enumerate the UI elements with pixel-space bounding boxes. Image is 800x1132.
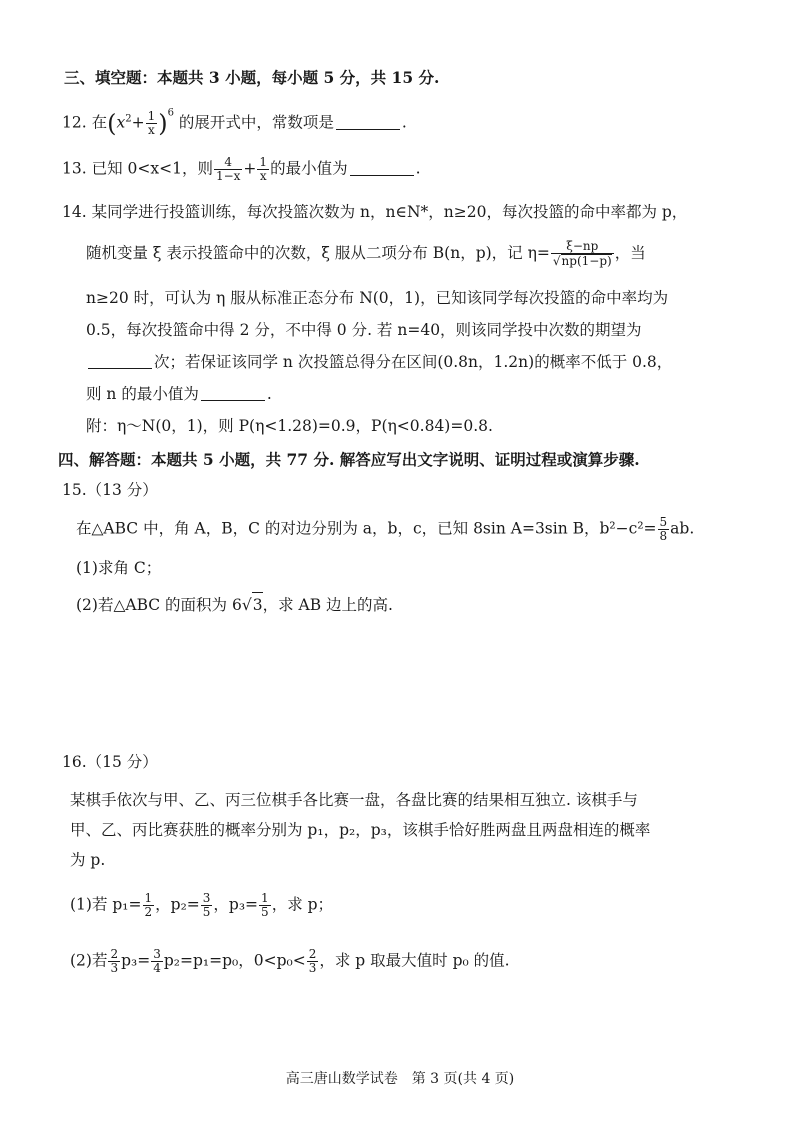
q12-plus: + bbox=[131, 113, 145, 132]
q15-part-2: (2)若△ABC 的面积为 6√3，求 AB 边上的高. bbox=[76, 592, 393, 617]
question-12: 12. 在($x^2+$ $\frac{1}{x}$ )$^6$ 的展开式中，常数项是 . bbox=[62, 107, 407, 138]
q16-part2-b: p₃= bbox=[121, 951, 151, 970]
q13-fraction-1 bbox=[214, 156, 242, 183]
q13-frac1-num: 4 bbox=[214, 156, 242, 170]
q13-prefix: 13. 已知 0<x<1，则 bbox=[62, 159, 213, 178]
q14-answer-blank-2[interactable] bbox=[201, 386, 265, 401]
q12-outer-exp: 6 bbox=[167, 107, 174, 119]
q14-eta-den: √np(1−p) bbox=[552, 254, 612, 268]
q12-frac-num: 1 bbox=[147, 109, 156, 123]
q12-exp2: 2 bbox=[125, 113, 132, 125]
q14-line-1: 14. 某同学进行投篮训练，每次投篮次数为 n，n∈N*，n≥20，每次投篮的命中率都为 p， bbox=[62, 203, 688, 221]
q12-base: x bbox=[116, 113, 126, 132]
q16-p3-fraction bbox=[259, 892, 271, 919]
q16-p1-den: 2 bbox=[144, 905, 153, 919]
q13-frac2-den: x bbox=[259, 169, 267, 183]
q13-plus: + bbox=[243, 159, 257, 178]
q16-stem-1: 某棋手依次与甲、乙、丙三位棋手各比赛一盘，各盘比赛的结果相互独立. 该棋手与 bbox=[70, 791, 638, 809]
q16-p2-num: 3 bbox=[202, 891, 211, 905]
q14-eta-fraction bbox=[551, 240, 614, 268]
q15-title: 15.（13 分） bbox=[62, 481, 158, 499]
section3-heading: 三、填空题：本题共 3 小题，每小题 5 分，共 15 分. bbox=[64, 68, 440, 87]
q14-line6-a: 则 n 的最小值为 bbox=[86, 385, 199, 403]
q13-frac2-num: 1 bbox=[259, 155, 268, 169]
q13-suffix: 的最小值为 bbox=[270, 159, 348, 178]
q16-part-1 bbox=[70, 892, 333, 919]
q14-line-3: n≥20 时，可认为 η 服从标准正态分布 N(0，1)，已知该同学每次投篮的命中率均为 bbox=[86, 289, 669, 307]
q14-eta-den-radicand: np(1−p) bbox=[561, 254, 612, 268]
q16-c3-num: 2 bbox=[308, 947, 317, 961]
q16-part2-d: ，求 p 取最大值时 p₀ 的值. bbox=[319, 951, 510, 970]
q15-part2-a: (2)若△ABC 的面积为 6 bbox=[76, 596, 242, 614]
q16-c2-num: 3 bbox=[153, 947, 161, 961]
q15-part-1: (1)求角 C； bbox=[76, 559, 162, 577]
question-13 bbox=[62, 156, 421, 183]
q14-answer-blank-1[interactable] bbox=[88, 354, 152, 369]
section4-heading: 四、解答题：本题共 5 小题，共 77 分. 解答应写出文字说明、证明过程或演算步骤. bbox=[58, 450, 640, 469]
q14-note: 附：η～N(0，1)，则 P(η<1.28)=0.9，P(η<0.84)=0.8. bbox=[86, 417, 493, 435]
q16-part1-d: ，求 p； bbox=[271, 895, 334, 914]
q14-line-6 bbox=[86, 382, 272, 406]
q16-p2-fraction bbox=[201, 892, 213, 919]
q13-answer-blank[interactable] bbox=[350, 161, 414, 176]
q16-p3-den: 5 bbox=[261, 905, 269, 919]
q13-frac1-den: 1−x bbox=[215, 169, 241, 183]
page-footer: 高三唐山数学试卷 第 3 页(共 4 页) bbox=[285, 1071, 515, 1087]
q16-part2-a: (2)若 bbox=[70, 951, 108, 970]
q14-line-5 bbox=[86, 350, 672, 374]
q16-c1-num: 2 bbox=[110, 947, 119, 961]
q14-line2-b: ，当 bbox=[614, 244, 646, 262]
q15-frac-num: 5 bbox=[659, 515, 668, 529]
q16-p1-num: 1 bbox=[144, 891, 153, 905]
q15-part2-sqrt: 3 bbox=[252, 592, 263, 617]
q14-line-2 bbox=[86, 240, 646, 268]
q16-c1-fraction bbox=[108, 948, 120, 975]
q16-p1-fraction bbox=[143, 892, 155, 919]
q13-fraction-2 bbox=[257, 156, 269, 183]
q15-stem-b: ab. bbox=[670, 519, 695, 538]
q12-fraction bbox=[146, 110, 158, 137]
q12-answer-blank[interactable] bbox=[336, 115, 400, 130]
q13-end: . bbox=[415, 159, 421, 178]
q15-fraction bbox=[658, 516, 670, 543]
q14-line6-b: . bbox=[266, 385, 272, 403]
q14-line2-a: 随机变量 ξ 表示投篮命中的次数，ξ 服从二项分布 B(n，p)，记 η= bbox=[86, 244, 550, 262]
q16-stem-2: 甲、乙、丙比赛获胜的概率分别为 p₁，p₂，p₃，该棋手恰好胜两盘且两盘相连的概率 bbox=[70, 821, 651, 839]
q14-line-4: 0.5，每次投篮命中得 2 分，不中得 0 分. 若 n=40，则该同学投中次数的期望为 bbox=[86, 321, 642, 339]
q14-line5-b: 次；若保证该同学 n 次投篮总得分在区间(0.8n，1.2n)的概率不低于 0.8， bbox=[154, 353, 673, 371]
q16-c3-den: 3 bbox=[308, 961, 317, 975]
q16-c2-den: 4 bbox=[153, 961, 161, 975]
q12-frac-den: x bbox=[148, 123, 155, 137]
q16-p2-den: 5 bbox=[202, 905, 211, 919]
q14-eta-num: ξ−np bbox=[551, 240, 614, 254]
q15-stem bbox=[76, 516, 694, 543]
q16-part2-c: p₂=p₁=p₀，0<p₀< bbox=[163, 951, 306, 970]
q12-end: . bbox=[401, 113, 407, 132]
q16-part1-c: ，p₃= bbox=[213, 895, 259, 914]
q16-part-2 bbox=[70, 948, 510, 975]
q16-c3-fraction bbox=[307, 948, 319, 975]
q16-c2-fraction bbox=[151, 948, 163, 975]
q15-stem-a: 在△ABC 中，角 A，B，C 的对边分别为 a，b，c，已知 8sin A=3sin B，b²−c²= bbox=[76, 519, 657, 538]
q16-title: 16.（15 分） bbox=[62, 753, 158, 771]
q15-part2-b: ，求 AB 边上的高. bbox=[262, 596, 393, 614]
q16-part1-a: (1)若 p₁= bbox=[70, 895, 142, 914]
q16-p3-num: 1 bbox=[261, 891, 269, 905]
q12-prefix: 12. 在 bbox=[62, 113, 108, 132]
q12-suffix: 的展开式中，常数项是 bbox=[178, 113, 334, 132]
q16-part1-b: ，p₂= bbox=[155, 895, 200, 914]
q16-c1-den: 3 bbox=[110, 961, 119, 975]
q16-stem-3: 为 p. bbox=[70, 851, 106, 869]
q15-frac-den: 8 bbox=[659, 529, 668, 543]
